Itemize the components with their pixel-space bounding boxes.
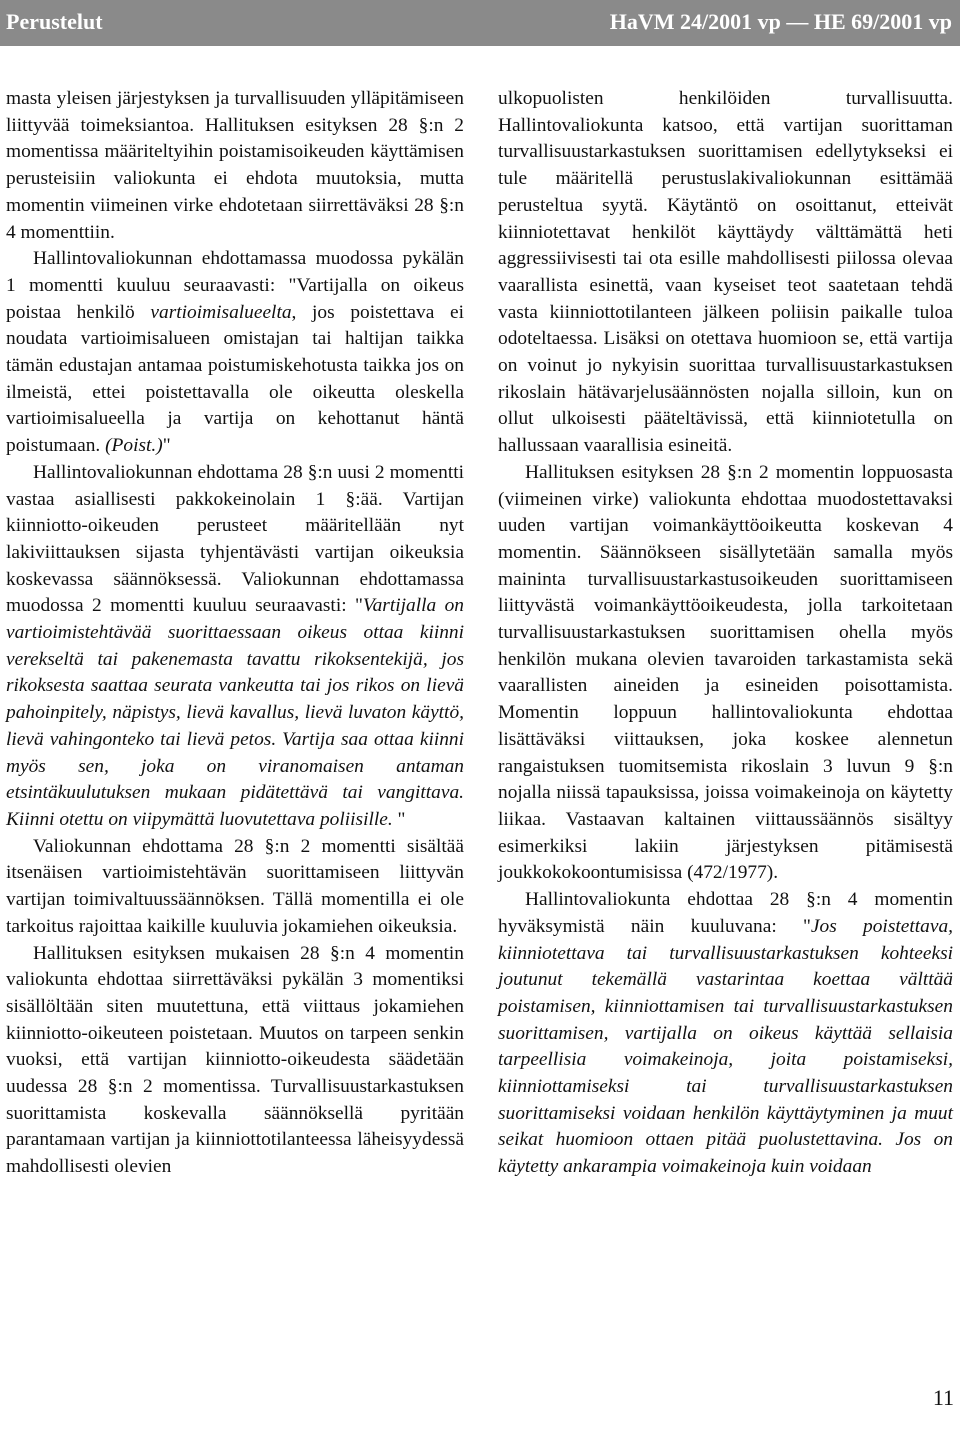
italic-text: Jos poistettava, kiinniotettava tai turvallisuustarkastuksen kohteeksi joutunut tekemällä vastarintaa koettaa välttää poistamisen, kiinniottamisen tai turvallisuustarkastuksen suorittamisen, vartijalla on oikeus käyttää sellaisia tarpeellisia voimakeinoja, joita poistamiseksi, kiinniottamiseksi tai turvallisuustarkastuksen suorittamiseksi voidaan henkilön käyttäytyminen ja muut seikat huomioon ottaen pitää puolustettavina. Jos on käytetty ankarampia voimakeinoja kuin voidaan xyxy=(498,915,953,1178)
text-run: " xyxy=(162,435,171,457)
section-title: Perustelut xyxy=(6,9,103,34)
continued-paragraph xyxy=(498,86,953,460)
paragraph xyxy=(6,834,464,941)
page-number: 11 xyxy=(932,1385,954,1410)
text-run: Hallituksen esityksen 28 §:n 2 momentin loppuosasta (viimeinen virke) valiokunta ehdottaa muodostettavaksi uuden vartijan voimankäyttöoikeutta koskevan 4 momentin. Säännökseen sisällytetään samalla myös maininta turvallisuustarkastusoikeuden suorittamiseen liittyvästä voimankäyttöoikeudesta, jolla tarkoitetaan turvallisuustarkastuksen suorittamisen ohella myös henkilön mukana olevien tavaroiden tarkastamista sekä vaarallisten aineiden ja esineiden poisottamista. Momentin loppuun hallintovaliokunta ehdottaa lisättäväksi viittauksen, joka koskee alennetun rangaistuksen tuomitsemista rikoslain 3 luvun 9 §:n nojalla niissä tapauksissa, joissa voimakeinoja on käytetty liikaa. Vastaavan kaltainen viittaussäännös sisältyy esimerkiksi lakiin järjestyksen pitämisestä joukkokokoontumisissa (472/1977). xyxy=(498,461,953,884)
paragraph xyxy=(6,246,464,460)
running-header xyxy=(0,0,960,46)
right-text-column xyxy=(498,86,953,1181)
paragraph xyxy=(6,460,464,834)
paragraph xyxy=(498,460,953,887)
continued-paragraph xyxy=(6,86,464,246)
text-run: masta yleisen järjestyksen ja turvallisuuden ylläpitämiseen liittyvää toimeksiantoa. Hallituksen esityksen 28 §:n 2 momentissa määriteltyihin poistamisoikeuden käyttämisen perusteisiin valiokunta ei ehdota muutoksia, mutta momentin viimeinen virke ehdotetaan siirrettäväksi 28 §:n 4 momenttiin. xyxy=(6,88,464,243)
document-reference: HaVM 24/2001 vp — HE 69/2001 vp xyxy=(609,9,952,34)
text-run: Hallintovaliokunta ehdottaa 28 §:n 4 momentin hyväksymistä näin kuuluvana: " xyxy=(498,889,953,937)
text-run: " xyxy=(392,808,406,830)
text-run: ulkopuolisten henkilöiden turvallisuutta. Hallintovaliokunta katsoo, että vartijan suorittaman turvallisuustarkastuksen suorittamisen edellytykseksi ei tule määritellä perustuslakivaliokunnan esittämää perusteltua syytä. Käytäntö on osoittanut, etteivät kiinniotettavat henkilöt käyttäydy välttämättä heti aggressiivisesti tai ota esille mahdollisesti piilossa olevaa vaarallista esinettä, vaan kyseiset teot saatetaan tehdä vasta kiinniottotilanteen jälkeen poliisin paikalle tuloa odoteltaessa. Lisäksi on otettava huomioon se, että vartija on voinut jo nykyisin suorittaa turvallisuustarkastuksen rikoslain hätävarjelusäännösten nojalla silloin, kun on ollut ulkoisesti pääteltävissä, että kiinniotetulla on hallussaan vaarallisia esineitä. xyxy=(498,88,953,457)
text-run: Hallintovaliokunnan ehdottamassa muodossa pykälän 1 momentti kuuluu seuraavasti: "Vartijalla on oikeus poistaa henkilö xyxy=(6,248,464,323)
italic-text: vartioimisalueelta xyxy=(150,301,292,323)
text-run: Valiokunnan ehdottama 28 §:n 2 momentti sisältää itsenäisen vartioimistehtävän suorittamiseen liittyvän vartijan toimivaltuussäännöksen. Tällä momentilla ei ole tarkoitus rajoittaa kaikille kuuluvia jokamiehen oikeuksia. xyxy=(6,835,464,937)
paragraph xyxy=(498,887,953,1181)
italic-text: Vartijalla on vartioimistehtävää suorittaessaan oikeus ottaa kiinni verekseltä tai pakenemasta tavattu rikoksentekijä, jos rikoksesta saattaa seurata vankeutta tai jos rikos on lievä pahoinpitely, näpistys, lievä kavallus, lievä luvaton käyttö, lievä vahingonteko tai lievä petos. Vartija saa ottaa kiinni myös sen, joka on viranomaisen antaman etsintäkuulutuksen mukaan pidätettävä tai vangittava. Kiinni otettu on viipymättä luovutettava poliisille. xyxy=(6,595,464,830)
text-run: , jos poistettava ei noudata vartioimisalueen omistajan tai haltijan taikka tämän edustajan antamaa poistumiskehotusta taikka jos on ilmeistä, ettei poistettavalla ole oikeutta oleskella vartioimisalueella ja vartija on kehottanut häntä poistumaan. xyxy=(6,301,464,457)
paragraph xyxy=(6,941,464,1181)
italic-text: (Poist.) xyxy=(105,435,163,457)
text-run: Hallituksen esityksen mukaisen 28 §:n 4 momentin valiokunta ehdottaa siirrettäväksi pykälän 3 momentiksi sisällöltään siten muutettuna, että viittaus jokamiehen kiinniotto-oikeuteen poistetaan. Muutos on tarpeen senkin vuoksi, että vartijan kiinniotto-oikeudesta säädetään uudessa 28 §:n 2 momentissa. Turvallisuustarkastuksen suorittamista koskevalla säännöksellä pyritään parantamaan vartijan ja kiinniottotilanteessa läheisyydessä mahdollisesti olevien xyxy=(6,942,464,1178)
left-text-column xyxy=(6,86,464,1181)
text-run: Hallintovaliokunnan ehdottama 28 §:n uusi 2 momentti vastaa asiallisesti pakkokeinolain 1 §:ää. Vartijan kiinniotto-oikeuden perusteet määritellään nyt lakiviittauksen sijasta tyhjentävästi vartijan oikeuksia koskevassa säännöksessä. Valiokunnan ehdottamassa muodossa 2 momentti kuuluu seuraavasti: " xyxy=(6,461,464,617)
